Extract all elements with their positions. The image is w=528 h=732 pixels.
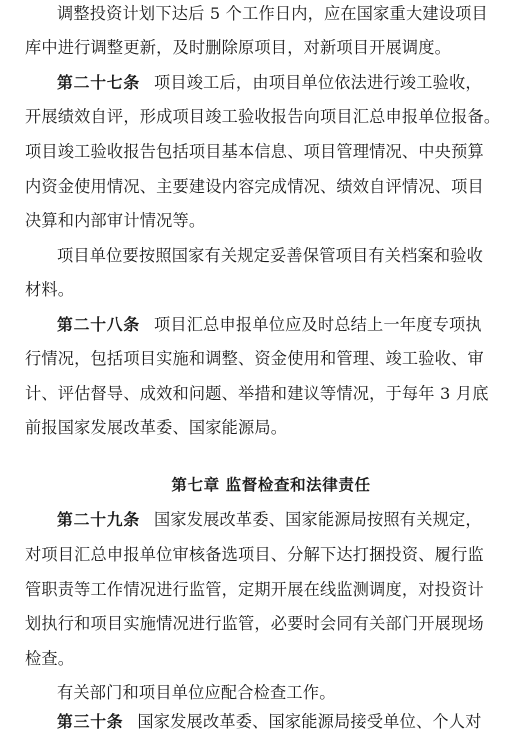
- text-line: 计、评估督导、成效和问题、举措和建议等情况，于每年 3 月底: [25, 384, 489, 403]
- text-line: 前报国家发展改革委、国家能源局。: [25, 418, 288, 437]
- text-span: 项目汇总申报单位应及时总结上一年度专项执: [154, 315, 482, 334]
- article-29-first-line: [57, 510, 482, 530]
- article-number: 第二十八条: [57, 315, 140, 334]
- article-number: 第二十七条: [57, 73, 140, 92]
- text-span: 国家发展改革委、国家能源局按照有关规定，: [154, 510, 482, 529]
- text-line: 项目竣工验收报告包括项目基本信息、项目管理情况、中央预算: [25, 142, 484, 161]
- text-line: 行情况，包括项目实施和调整、资金使用和管理、竣工验收、审: [25, 349, 484, 368]
- text-line: 对项目汇总申报单位审核备选项目、分解下达打捆投资、履行监: [25, 545, 484, 564]
- article-number: 第三十条: [57, 712, 124, 731]
- text-line: 材料。: [25, 280, 75, 299]
- text-line: 调整投资计划下达后 5 个工作日内，应在国家重大建设项目: [57, 4, 488, 23]
- chapter-heading: 第七章 监督检查和法律责任: [171, 476, 371, 494]
- text-line: 内资金使用情况、主要建设内容完成情况、绩效自评情况、项目: [25, 177, 484, 196]
- text-line: 检查。: [25, 649, 75, 668]
- article-27-first-line: [57, 73, 482, 93]
- text-line: 项目单位要按照国家有关规定妥善保管项目有关档案和验收: [57, 246, 484, 265]
- text-span: 国家发展改革委、国家能源局接受单位、个人对: [137, 712, 482, 731]
- text-line: 划执行和项目实施情况进行监管，必要时会同有关部门开展现场: [25, 614, 484, 633]
- text-span: 项目竣工后，由项目单位依法进行竣工验收，: [154, 73, 482, 92]
- article-30-first-line: [57, 712, 482, 732]
- text-line: 管职责等工作情况进行监管，定期开展在线监测调度，对投资计: [25, 580, 484, 599]
- text-line: 开展绩效自评，形成项目竣工验收报告向项目汇总申报单位报备。: [25, 107, 501, 126]
- article-number: 第二十九条: [57, 510, 140, 529]
- article-28-first-line: [57, 315, 482, 335]
- text-line: 库中进行调整更新，及时删除原项目，对新项目开展调度。: [25, 38, 452, 57]
- text-line: 有关部门和项目单位应配合检查工作。: [57, 683, 336, 702]
- text-line: 决算和内部审计情况等。: [25, 211, 206, 230]
